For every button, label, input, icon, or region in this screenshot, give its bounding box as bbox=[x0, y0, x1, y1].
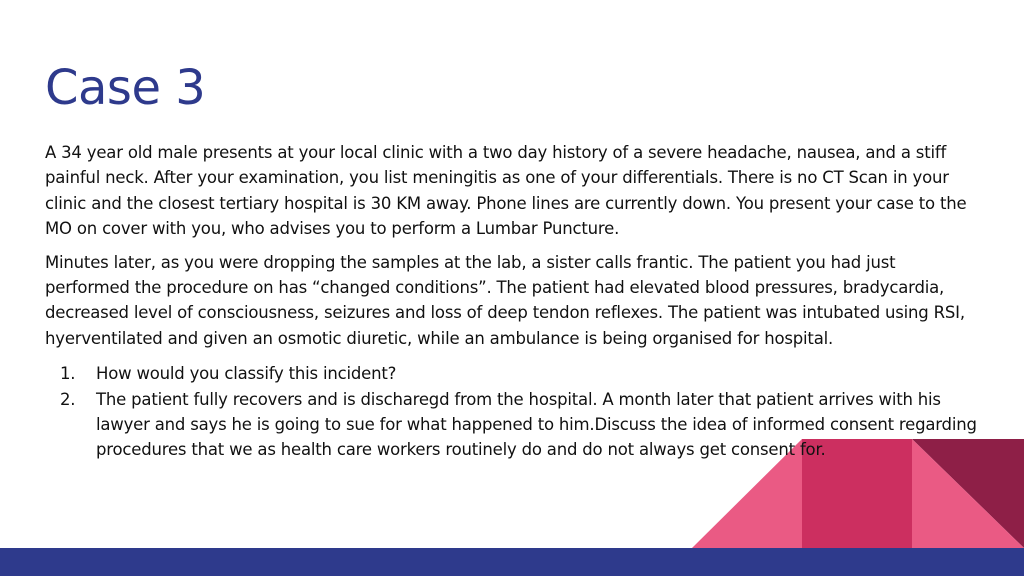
bottom-bar bbox=[0, 548, 1024, 576]
question-text: The patient fully recovers and is discharegd from the hospital. A month later that patient arrives with his lawyer and says he is going to sue for what happened to him.Discuss the idea of informed consent regarding procedures that we as health care workers routinely do and do not always get consent for. bbox=[96, 389, 977, 460]
slide-title: Case 3 bbox=[45, 60, 206, 116]
question-text: How would you classify this incident? bbox=[96, 364, 397, 384]
question-number: 2. bbox=[60, 389, 76, 409]
question-item bbox=[45, 361, 985, 386]
incident-paragraph: Minutes later, as you were dropping the samples at the lab, a sister calls frantic. The patient you had just performed the procedure on has “changed conditions”. The patient had elevated blood pressures, bradycardia, decreased level of consciousness, seizures and loss of deep tendon reflexes. The patient was intubated using RSI, hyerventilated and given an osmotic diuretic, while an ambulance is being organised for hospital. bbox=[45, 252, 965, 348]
case-description-paragraph: A 34 year old male presents at your local clinic with a two day history of a severe headache, nausea, and a stiff painful neck. After your examination, you list meningitis as one of your differentials. There is no CT Scan in your clinic and the closest tertiary hospital is 30 KM away. Phone lines are currently down. You present your case to the MO on cover with you, who advises you to perform a Lumbar Puncture. bbox=[45, 143, 967, 239]
question-number: 1. bbox=[60, 364, 76, 384]
slide-content bbox=[45, 140, 985, 463]
question-item bbox=[45, 387, 985, 463]
questions-list bbox=[45, 361, 985, 463]
